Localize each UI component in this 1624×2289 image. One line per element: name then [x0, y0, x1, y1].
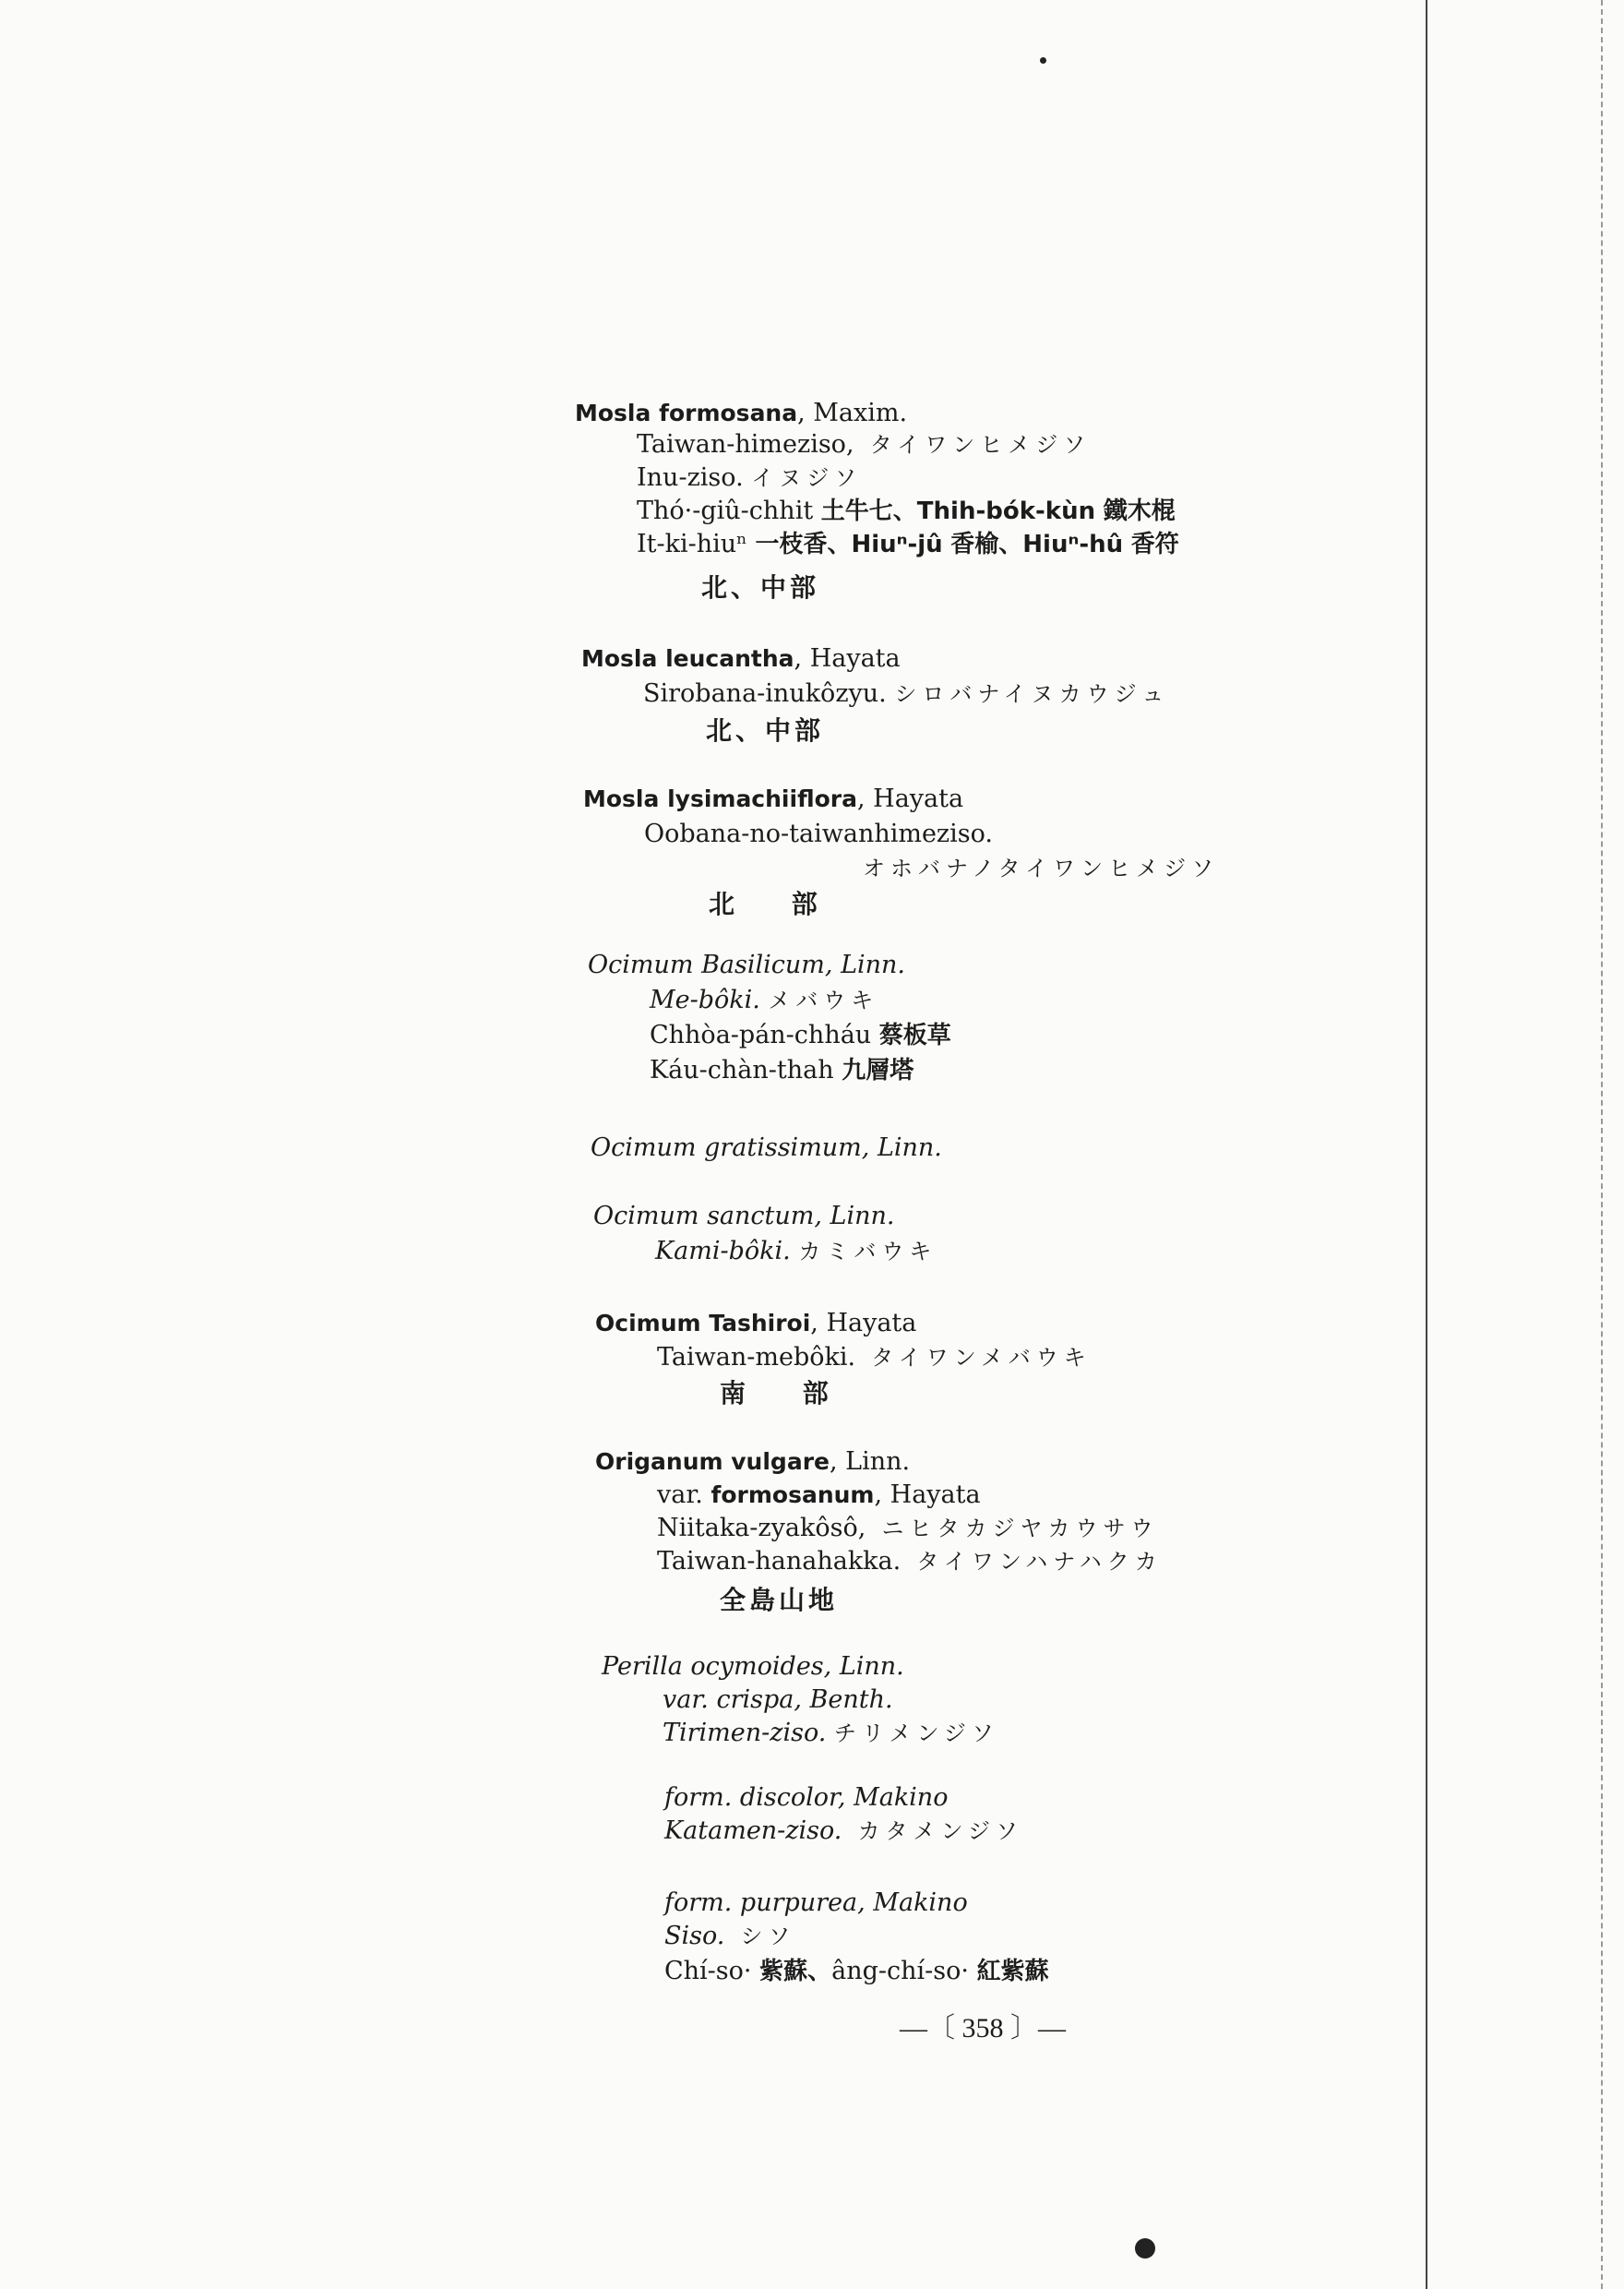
- distribution-region: 南 部: [720, 1378, 853, 1408]
- common-name-line: Sirobana-inukôzyu. シロバナイヌカウジュ: [643, 679, 1170, 708]
- common-name-line: Katamen-ziso. カタメンジソ: [664, 1816, 1023, 1845]
- common-name-line: Thó·-giû-chhit 土牛七、Thih-bók-kùn 鐵木棍: [637, 497, 1176, 525]
- common-name-line: Me-bôki. メバウキ: [650, 986, 879, 1014]
- variety-line: var. formosanum, Hayata: [657, 1480, 981, 1509]
- common-name-line: Chhòa-pán-chháu 蔡板草: [650, 1021, 951, 1049]
- common-name-line: Siso. シソ: [664, 1922, 796, 1950]
- common-name-line: Niitaka-zyakôsô, ニヒタカジヤカウサウ: [657, 1514, 1159, 1542]
- entry-ocimum-basilicum: Ocimum Basilicum, Linn.: [588, 951, 905, 979]
- common-name-line: Káu-chàn-thah 九層塔: [650, 1056, 914, 1085]
- entry-mosla-lysimachiiflora: Mosla lysimachiiflora, Hayata: [583, 785, 964, 813]
- ink-speck: [1040, 57, 1046, 64]
- form-line: form. discolor, Makino: [664, 1783, 949, 1812]
- page-number: —〔 358 〕—: [900, 2013, 1066, 2043]
- common-name-kana: オホバナノタイワンヒメジソ: [863, 856, 1220, 881]
- common-name-line: Taiwan-himeziso, タイワンヒメジソ: [637, 430, 1092, 459]
- ink-speck: [1135, 2238, 1155, 2259]
- common-name-line: Tirimen-ziso. チリメンジソ: [663, 1719, 999, 1747]
- common-name-line: Taiwan-mebôki. タイワンメバウキ: [657, 1343, 1092, 1372]
- page-edge-dashed: [1601, 0, 1603, 2289]
- entry-origanum-vulgare: Origanum vulgare, Linn.: [595, 1447, 911, 1476]
- common-name-line: Oobana-no-taiwanhimeziso.: [644, 820, 994, 848]
- common-name-line: Kami-bôki. カミバウキ: [655, 1237, 937, 1265]
- entry-mosla-formosana: Mosla formosana, Maxim.: [575, 399, 908, 427]
- entry-ocimum-sanctum: Ocimum sanctum, Linn.: [593, 1202, 895, 1230]
- common-name-line: Inu-ziso. イヌジソ: [637, 463, 863, 492]
- common-name-line: It-ki-hiuⁿ 一枝香、Hiuⁿ-jû 香榆、Hiuⁿ-hû 香符: [637, 530, 1179, 558]
- form-line: form. purpurea, Makino: [664, 1888, 968, 1917]
- common-name-line: Taiwan-hanahakka. タイワンハナハクカ: [657, 1547, 1163, 1576]
- entry-mosla-leucantha: Mosla leucantha, Hayata: [581, 644, 901, 673]
- variety-line: var. crispa, Benth.: [663, 1685, 893, 1714]
- common-name-line: Chí-so· 紫蘇、âng-chí-so· 紅紫蘇: [664, 1957, 1049, 1985]
- entry-ocimum-gratissimum: Ocimum gratissimum, Linn.: [591, 1133, 942, 1162]
- distribution-region: 全島山地: [720, 1585, 839, 1615]
- distribution-region: 北、中部: [706, 715, 825, 746]
- distribution-region: 北、中部: [701, 572, 820, 603]
- entry-ocimum-tashiroi: Ocimum Tashiroi, Hayata: [595, 1309, 917, 1337]
- distribution-region: 北 部: [709, 889, 842, 919]
- page-edge-line: [1426, 0, 1427, 2289]
- entry-perilla-ocymoides: Perilla ocymoides, Linn.: [602, 1652, 904, 1681]
